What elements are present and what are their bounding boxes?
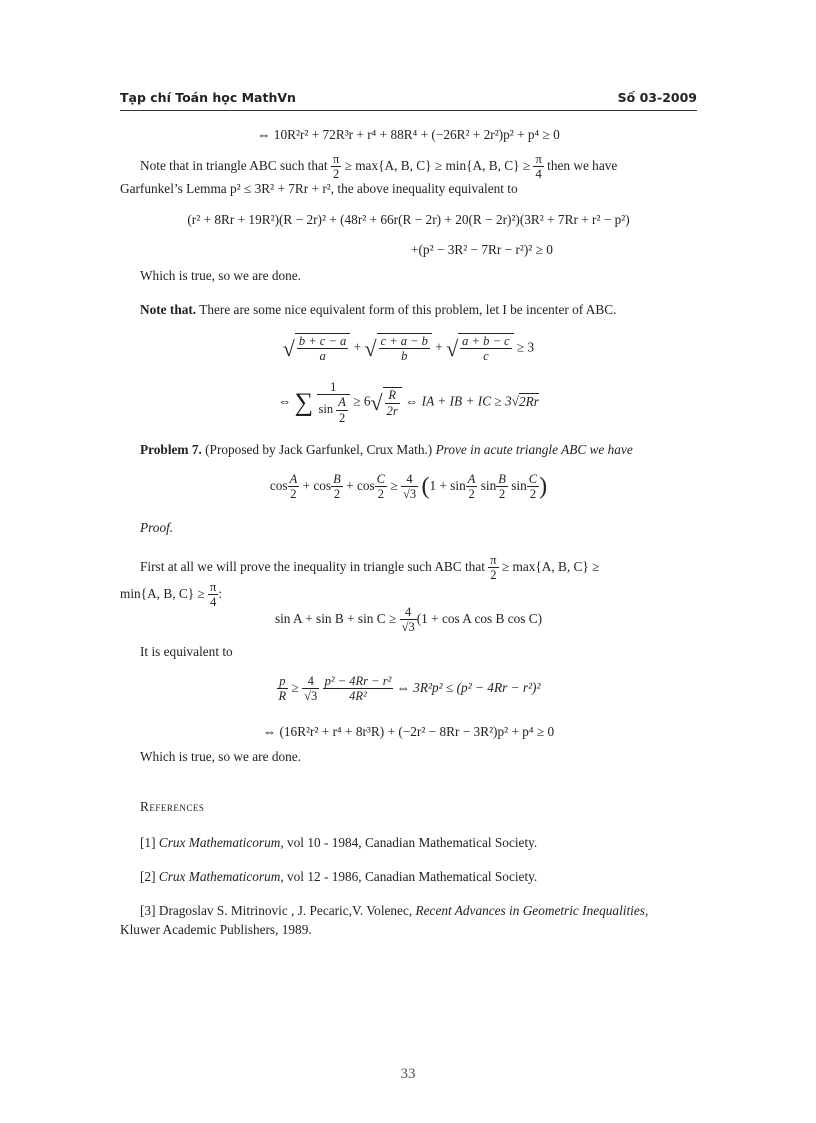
conclusion-1: Which is true, so we are done. xyxy=(140,268,301,283)
equation-sin-sum: sin A + sin B + sin C ≥ $\frac{4}{√3}$ (1 + cos A cos B cos C) xyxy=(274,605,543,635)
journal-title: Tạp chí Toán học MathVn xyxy=(120,90,296,105)
equation-long-2: +(p² − 3R² − 7Rr − r²)² ≥ 0 xyxy=(411,242,553,257)
reference-1: [1] Crux Mathematicorum, vol 10 - 1984, Canadian Mathematical Society. xyxy=(140,835,538,850)
note-label: Note that. xyxy=(140,302,197,317)
issue-number: Số 03-2009 xyxy=(617,90,697,105)
running-header xyxy=(120,90,697,111)
equation-last: ⇔ (16R²r² + r⁴ + 8r³R) + (−2r² − 8Rr − 3R²)p² + p⁴ ≥ 0 xyxy=(262,724,555,739)
paragraph-note-triangle: Note that in triangle ABC such that $\frac{\pi}{2}$ ≥ max{A, B, C} ≥ min{A, B, C} ≥ $\frac{\pi}{4}$ then we have xyxy=(140,152,618,182)
fraction-pi-2: $\frac{\pi}{2}$ xyxy=(332,152,340,182)
equation-p-over-r: $\frac{p}{R}$ ≥ $\frac{4}{√3}$ $\frac{\text{p² − 4Rr − r²}}{\text{4R²}}$ ⇔ 3R²p² ≤ (p² − 4Rr − r²)² xyxy=(278,674,541,704)
note-paragraph: Note that. There are some nice equivalent form of this problem, let I be incenter of ABC. xyxy=(140,302,617,317)
equivalent-text: It is equivalent to xyxy=(140,644,233,659)
equation-top: ⇔ 10R²r² + 72R³r + r⁴ + 88R⁴ + (−26R² + 2r²)p² + p⁴ ≥ 0 xyxy=(257,127,560,142)
reference-3: [3] Dragoslav S. Mitrinovic , J. Pecaric,V. Volenec, Recent Advances in Geometric Inequalities, Kluwer Academic Publishers, 1989. xyxy=(120,903,649,937)
paragraph-first-prove-line2: min{A, B, C} ≥ $\frac{\pi}{4}$ : xyxy=(120,580,223,610)
proof-label: Proof. xyxy=(140,520,174,535)
page-number: 33 xyxy=(400,1066,416,1082)
equation-sqrt-sum: √ $\frac{b + c - a}{a}$ + √ $\frac{c + a - b}{b}$ + √ $\frac{a + b - c}{c}$ ≥ 3 xyxy=(282,334,535,364)
problem-7-statement: Problem 7. (Proposed by Jack Garfunkel, Crux Math.) Prove in acute triangle ABC we have xyxy=(140,442,633,457)
equation-sum-sin: ⇔ ∑ 1 sin $\frac{A}{2}$ ≥ 6√ $\frac{R}{2r}$ ⇔ IA + IB + IC ≥ 3√2Rr xyxy=(278,380,539,425)
problem-7-label: Problem 7. xyxy=(140,442,202,457)
reference-2: [2] Crux Mathematicorum, vol 12 - 1986, Canadian Mathematical Society. xyxy=(140,869,538,884)
fraction-pi-4: $\frac{\pi}{4}$ xyxy=(535,152,542,182)
conclusion-2: Which is true, so we are done. xyxy=(140,749,301,764)
paragraph-garfunkel: Garfunkel’s Lemma p² ≤ 3R² + 7Rr + r², the above inequality equivalent to xyxy=(120,181,518,196)
equation-long-1: (r² + 8Rr + 19R²)(R − 2r)² + (48r² + 66r(R − 2r) + 20(R − 2r)²)(3R² + 7Rr + r² − p²) xyxy=(187,212,630,227)
paragraph-first-prove: First at all we will prove the inequality in triangle such ABC that $\frac{\pi}{2}$ ≥ max{A, B, C} ≥ xyxy=(140,553,600,583)
sigma-symbol: ∑ xyxy=(294,387,314,417)
equation-cos-sum: cos $\frac{A}{2}$ + cos $\frac{B}{2}$ + cos $\frac{C}{2}$ ≥ $\frac{4}{√3}$ (1 + sin $\frac{A}{2}$ sin $\frac{B}{2}$ sin $\frac{C}{2}$ ) xyxy=(269,472,548,502)
references-heading: References xyxy=(140,799,205,814)
